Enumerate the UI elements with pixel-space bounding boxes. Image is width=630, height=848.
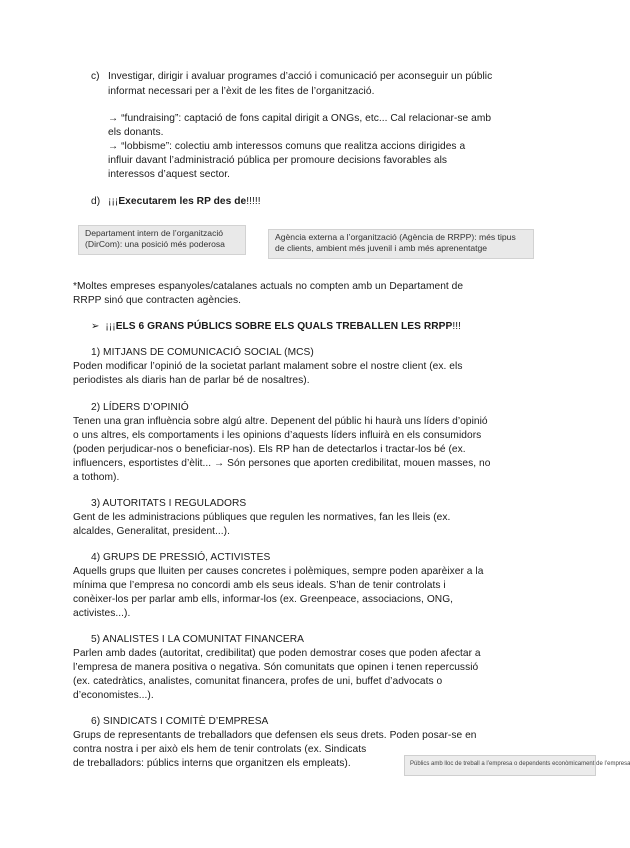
s4-line-3: conèixer-los per parlar amb ells, informar-los (ex. Greenpeace, associacions, ONG, [73,594,454,605]
s6-line-1: Grups de representants de treballadors que defensen els seus drets. Poden posar-se en [73,730,477,741]
heading-pre: ¡¡¡ [105,321,116,332]
box-agencia-externa [268,229,534,259]
fundraising-line-2: els donants. [108,127,164,138]
section-heading [91,320,461,335]
s6-line-2: contra nostra i per això els hem de tenir controlats (ex. Sindicats [73,744,367,755]
item-d-post: !!!!! [246,196,261,207]
s3-line-2: alcaldes, Generalitat, president...). [73,526,231,537]
item-c-line-2: informat necessari per a l’èxit de les fites de l’organització. [108,86,375,97]
s3-title: 3) AUTORITATS I REGULADORS [91,498,247,509]
s2-line-4: influencers, esportistes d’èlit... → Són persones que aporten credibilitat, mouen masses, no [73,458,491,469]
lobbisme-line-2: influir davant l’administració pública per promoure decisions favorables als [108,155,448,166]
annotation-clip-text: Públics amb lloc de treball a l’empresa o dependents econòmicament de l’empresa [410,761,630,767]
s2-line-3: (poden perjudicar-nos o beneficiar-nos). Els RP han de detectarlos i tractar-los bé (ex. [73,444,466,455]
s5-line-4: d’economistes...). [73,690,154,701]
item-c-marker: c) [91,71,100,82]
s6-title: 6) SINDICATS I COMITÈ D’EMPRESA [91,716,269,727]
heading-bold: ELS 6 GRANS PÚBLICS SOBRE ELS QUALS TREBALLEN LES RRPP [115,321,453,332]
box-departament-intern [78,225,246,255]
s2-line-1: Tenen una gran influència sobre algú altre. Depenent del públic hi haurà uns líders d’opinió [73,416,488,427]
s2-line-5: a tothom). [73,472,120,483]
s5-line-3: (ex. catedràtics, analistes, comunitat financera, profes de uni, buffet d’advocats o [73,676,443,687]
box-extern-line-2: de clients, ambient més juvenil i amb més aprenentatge [275,243,488,253]
lobbisme-line-3: interessos d’aquest sector. [108,169,230,180]
lobbisme-line-1: → “lobbisme”: colectiu amb interessos comuns que realitza accions dirigides a [108,141,466,152]
note-line-1: *Moltes empreses espanyoles/catalanes actuals no compten amb un Departament de [73,281,464,292]
s5-line-1: Parlen amb dades (autoritat, credibilitat) que poden demostrar coses que poden afectar a [73,648,481,659]
s4-title: 4) GRUPS DE PRESSIÓ, ACTIVISTES [91,552,271,563]
s2-title: 2) LÍDERS D’OPINIÓ [91,402,189,413]
item-d-marker: d) [91,196,101,207]
fundraising-line-1: → “fundraising”: captació de fons capital dirigit a ONGs, etc... Cal relacionar-se amb [108,113,492,124]
s6-line-3: de treballadors: públics interns que organitzen els empleats). [73,758,351,769]
s1-line-2: periodistes als diaris han de parlar bé de nosaltres). [73,375,310,386]
item-d-text [108,195,261,210]
s5-line-2: l’empresa de manera positiva o negativa. Són comunitats que opinen i tenen repercussió [73,662,479,673]
s5-title: 5) ANALISTES I LA COMUNITAT FINANCERA [91,634,304,645]
s1-line-1: Poden modificar l’opinió de la societat parlant malament sobre el nostre client (ex. els [73,361,463,372]
item-c-line-1: Investigar, dirigir i avaluar programes d’acció i comunicació per aconseguir un públic [108,71,493,82]
box-intern-line-2: (DirCom): una posició més poderosa [85,239,225,249]
s1-title: 1) MITJANS DE COMUNICACIÓ SOCIAL (MCS) [91,347,314,358]
heading-arrow-icon: ➢ [91,321,100,332]
s3-line-1: Gent de les administracions públiques que regulen les normatives, fan les lleis (ex. [73,512,451,523]
s2-line-2: o uns altres, els comportaments i les opinions d’aquests líders influirà en els consumidors [73,430,482,441]
note-line-2: RRPP sinó que contracten agències. [73,295,242,306]
s4-line-2: mínima que l’empresa no concordi amb els seus ideals. S’han de tenir controlats i [73,580,446,591]
s4-line-4: activistes...). [73,608,131,619]
heading-post: !!! [452,321,462,332]
box-intern-line-1: Departament intern de l’organització [85,228,224,238]
item-d-bold: Executarem les RP des de [118,196,247,207]
s4-line-1: Aquells grups que lluiten per causes concretes i polèmiques, sempre poden aparèixer a la [73,566,484,577]
item-d-pre: ¡¡¡ [108,196,119,207]
box-extern-line-1: Agència externa a l’organització (Agència de RRPP): més tipus [275,232,516,242]
